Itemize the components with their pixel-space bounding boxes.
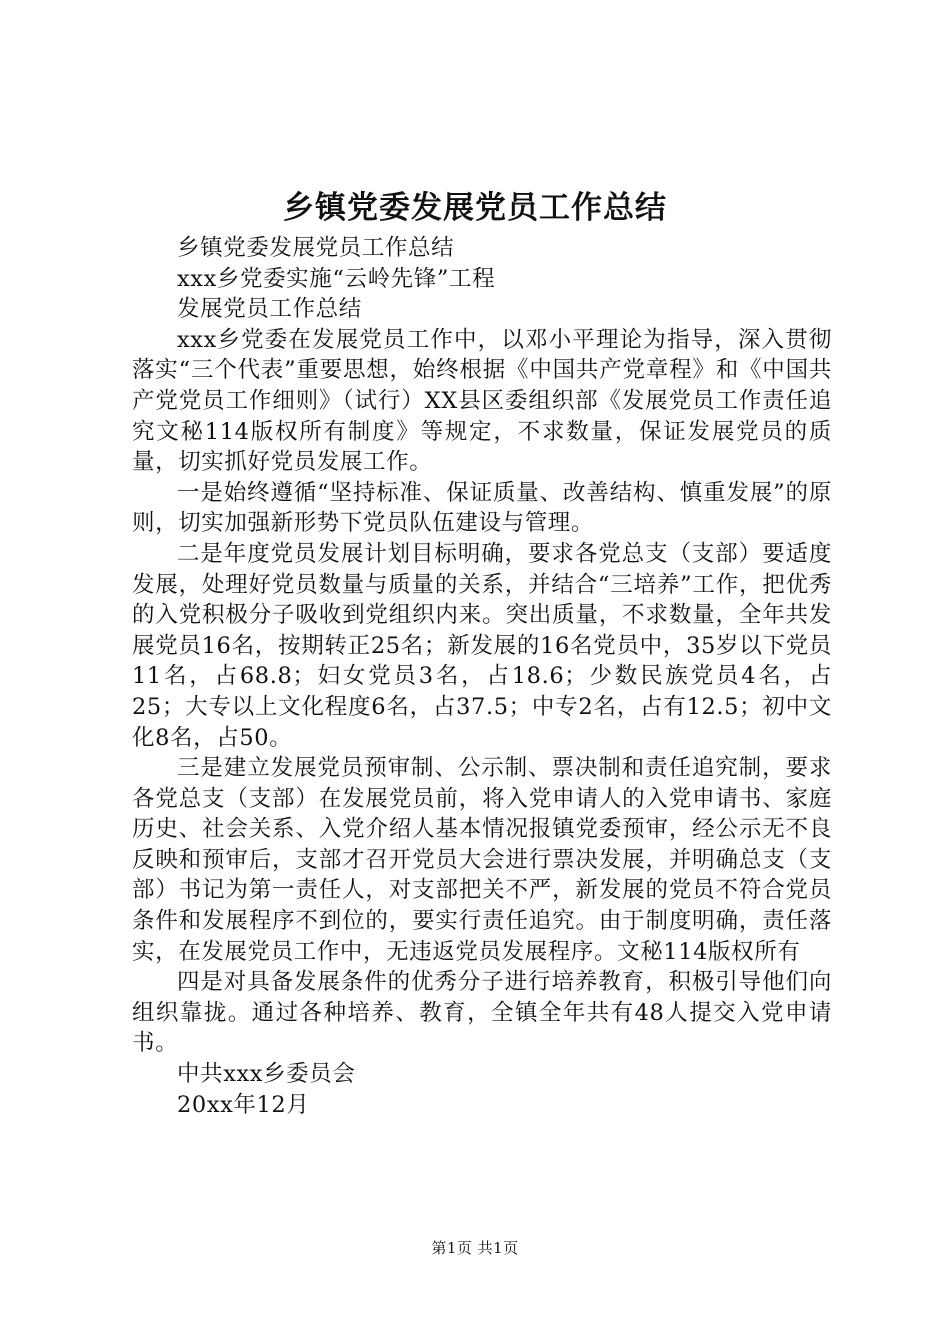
paragraph-project-name: xxx乡党委实施“云岭先锋”工程 [177, 265, 496, 292]
paragraph-summary-heading: 发展党员工作总结 [177, 296, 362, 323]
document-body [132, 233, 832, 1120]
paragraph-point-two: 二是年度党员发展计划目标明确，要求各党总支（支部）要适度发展，处理好党员数量与质量的关系，并结合“三培养”工作，把优秀的入党积极分子吸收到党组织内来。突出质量，不求数量，全年共发展党员16名，按期转正25名；新发展的16名党员中，35岁以下党员11名，占68.8；妇女党员3名，占18.6；少数民族党员4名，占25；大专以上文化程度6名，占37.5；中专2名，占有12.5；初中文化8名，占50。 [132, 540, 832, 751]
paragraph-point-three: 三是建立发展党员预审制、公示制、票决制和责任追究制，要求各党总支（支部）在发展党员前，将入党申请人的入党申请书、家庭历史、社会关系、入党介绍人基本情况报镇党委预审，经公示无不良反映和预审后，支部才召开党员大会进行票决发展，并明确总支（支部）书记为第一责任人，对支部把关不严，新发展的党员不符合党员条件和发展程序不到位的，要实行责任追究。由于制度明确，责任落实，在发展党员工作中，无违返党员发展程序。文秘114版权所有 [132, 755, 832, 965]
paragraph-subtitle: 乡镇党委发展党员工作总结 [177, 235, 455, 261]
page-number-footer: 第1页 共1页 [431, 1239, 519, 1257]
document-title: 乡镇党委发展党员工作总结 [283, 190, 667, 226]
paragraph-intro: xxx乡党委在发展党员工作中，以邓小平理论为指导，深入贯彻落实“三个代表”重要思想，始终根据《中国共产党章程》和《中国共产党党员工作细则》（试行）XX县区委组织部《发展党员工作责任追究文秘114版权所有制度》等规定，不求数量，保证发展党员的质量，切实抓好党员发展工作。 [132, 326, 832, 476]
signature-organization: 中共xxx乡委员会 [177, 1061, 356, 1088]
signature-date: 20xx年12月 [177, 1091, 310, 1118]
paragraph-point-four: 四是对具备发展条件的优秀分子进行培养教育，积极引导他们向组织靠拢。通过各种培养、教育，全镇全年共有48人提交入党申请书。 [132, 969, 832, 1057]
paragraph-point-one: 一是始终遵循“坚持标准、保证质量、改善结构、慎重发展”的原则，切实加强新形势下党员队伍建设与管理。 [132, 479, 832, 537]
